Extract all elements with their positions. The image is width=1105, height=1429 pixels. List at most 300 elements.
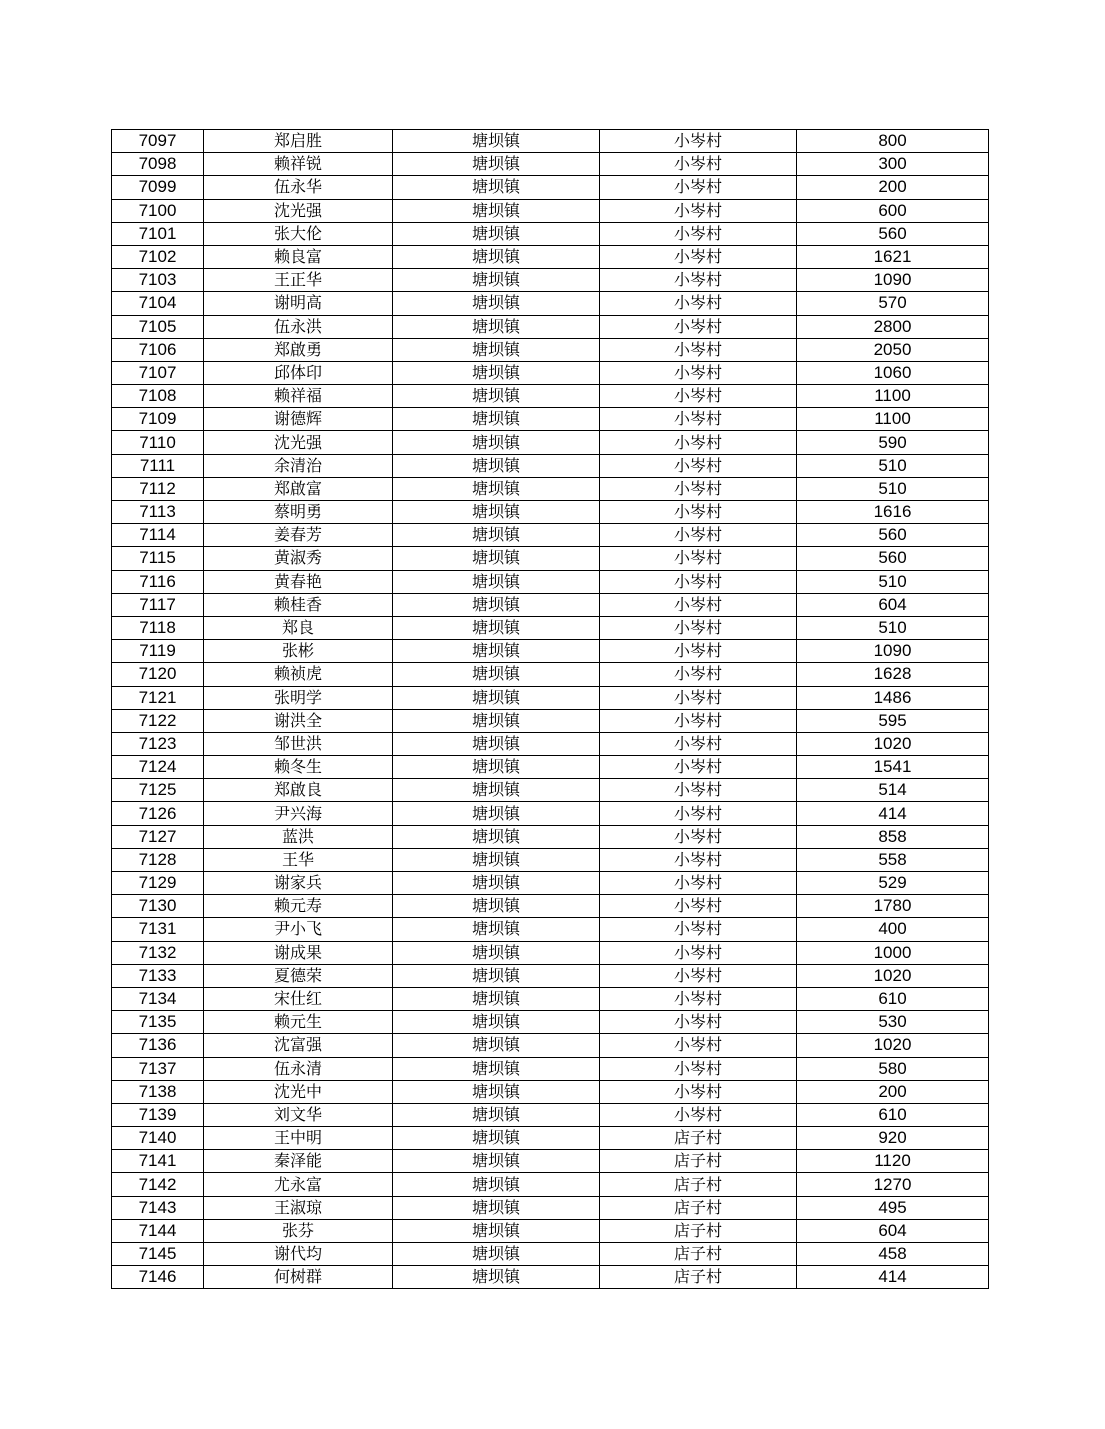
amount-cell: 510 [797,616,989,639]
name-cell: 尹小飞 [204,918,393,941]
village-cell: 小岑村 [600,872,797,895]
table-row [112,1034,989,1057]
serial-number-cell: 7138 [112,1080,204,1103]
table-row [112,338,989,361]
village-cell: 小岑村 [600,593,797,616]
town-cell: 塘坝镇 [393,663,600,686]
name-cell: 张大伦 [204,222,393,245]
amount-cell: 530 [797,1011,989,1034]
serial-number-cell: 7099 [112,176,204,199]
table-row [112,593,989,616]
serial-number-cell: 7143 [112,1196,204,1219]
serial-number-cell: 7141 [112,1150,204,1173]
town-cell: 塘坝镇 [393,153,600,176]
amount-cell: 1486 [797,686,989,709]
village-cell: 小岑村 [600,269,797,292]
name-cell: 王正华 [204,269,393,292]
town-cell: 塘坝镇 [393,1034,600,1057]
village-cell: 小岑村 [600,338,797,361]
serial-number-cell: 7139 [112,1103,204,1126]
name-cell: 郑啟勇 [204,338,393,361]
serial-number-cell: 7107 [112,361,204,384]
table-row [112,176,989,199]
table-row [112,1127,989,1150]
serial-number-cell: 7145 [112,1243,204,1266]
amount-cell: 200 [797,1080,989,1103]
amount-cell: 529 [797,872,989,895]
table-row [112,1219,989,1242]
serial-number-cell: 7110 [112,431,204,454]
name-cell: 宋仕红 [204,987,393,1010]
village-cell: 小岑村 [600,361,797,384]
town-cell: 塘坝镇 [393,640,600,663]
town-cell: 塘坝镇 [393,918,600,941]
town-cell: 塘坝镇 [393,338,600,361]
village-cell: 小岑村 [600,663,797,686]
amount-cell: 510 [797,454,989,477]
village-cell: 小岑村 [600,454,797,477]
serial-number-cell: 7133 [112,964,204,987]
village-cell: 店子村 [600,1243,797,1266]
serial-number-cell: 7113 [112,501,204,524]
name-cell: 伍永洪 [204,315,393,338]
town-cell: 塘坝镇 [393,802,600,825]
name-cell: 王中明 [204,1127,393,1150]
town-cell: 塘坝镇 [393,222,600,245]
amount-cell: 458 [797,1243,989,1266]
serial-number-cell: 7126 [112,802,204,825]
table-row [112,709,989,732]
town-cell: 塘坝镇 [393,941,600,964]
serial-number-cell: 7104 [112,292,204,315]
town-cell: 塘坝镇 [393,199,600,222]
name-cell: 谢成果 [204,941,393,964]
table-row [112,570,989,593]
serial-number-cell: 7132 [112,941,204,964]
serial-number-cell: 7137 [112,1057,204,1080]
village-cell: 店子村 [600,1266,797,1289]
village-cell: 店子村 [600,1196,797,1219]
serial-number-cell: 7100 [112,199,204,222]
village-cell: 小岑村 [600,941,797,964]
table-row [112,1196,989,1219]
amount-cell: 200 [797,176,989,199]
table-row [112,431,989,454]
town-cell: 塘坝镇 [393,130,600,153]
name-cell: 蓝洪 [204,825,393,848]
village-cell: 小岑村 [600,1034,797,1057]
name-cell: 郑啟富 [204,477,393,500]
town-cell: 塘坝镇 [393,593,600,616]
name-cell: 郑啟良 [204,779,393,802]
town-cell: 塘坝镇 [393,524,600,547]
village-cell: 小岑村 [600,408,797,431]
serial-number-cell: 7108 [112,385,204,408]
name-cell: 谢明高 [204,292,393,315]
table-row [112,130,989,153]
amount-cell: 604 [797,1219,989,1242]
name-cell: 谢洪全 [204,709,393,732]
amount-cell: 610 [797,987,989,1010]
amount-cell: 1060 [797,361,989,384]
amount-cell: 510 [797,570,989,593]
amount-cell: 590 [797,431,989,454]
amount-cell: 570 [797,292,989,315]
name-cell: 伍永清 [204,1057,393,1080]
name-cell: 谢德辉 [204,408,393,431]
village-cell: 小岑村 [600,756,797,779]
table-row [112,222,989,245]
amount-cell: 1270 [797,1173,989,1196]
table-row [112,1243,989,1266]
town-cell: 塘坝镇 [393,315,600,338]
name-cell: 谢代均 [204,1243,393,1266]
name-cell: 蔡明勇 [204,501,393,524]
table-row [112,987,989,1010]
serial-number-cell: 7109 [112,408,204,431]
name-cell: 余清治 [204,454,393,477]
table-row [112,454,989,477]
name-cell: 秦泽能 [204,1150,393,1173]
table-row [112,1011,989,1034]
amount-cell: 600 [797,199,989,222]
village-cell: 小岑村 [600,570,797,593]
table-row [112,547,989,570]
town-cell: 塘坝镇 [393,1266,600,1289]
village-cell: 小岑村 [600,477,797,500]
serial-number-cell: 7124 [112,756,204,779]
amount-cell: 920 [797,1127,989,1150]
serial-number-cell: 7112 [112,477,204,500]
town-cell: 塘坝镇 [393,547,600,570]
table-row [112,895,989,918]
town-cell: 塘坝镇 [393,895,600,918]
village-cell: 小岑村 [600,385,797,408]
town-cell: 塘坝镇 [393,872,600,895]
name-cell: 赖祥福 [204,385,393,408]
table-row [112,872,989,895]
amount-cell: 580 [797,1057,989,1080]
village-cell: 小岑村 [600,802,797,825]
town-cell: 塘坝镇 [393,756,600,779]
village-cell: 小岑村 [600,431,797,454]
serial-number-cell: 7127 [112,825,204,848]
serial-number-cell: 7136 [112,1034,204,1057]
amount-cell: 1616 [797,501,989,524]
amount-cell: 414 [797,1266,989,1289]
amount-cell: 558 [797,848,989,871]
table-row [112,663,989,686]
amount-cell: 495 [797,1196,989,1219]
serial-number-cell: 7130 [112,895,204,918]
table-row [112,1150,989,1173]
village-cell: 小岑村 [600,501,797,524]
town-cell: 塘坝镇 [393,385,600,408]
town-cell: 塘坝镇 [393,1127,600,1150]
town-cell: 塘坝镇 [393,1057,600,1080]
village-cell: 小岑村 [600,153,797,176]
table-row [112,640,989,663]
town-cell: 塘坝镇 [393,848,600,871]
village-cell: 小岑村 [600,222,797,245]
amount-cell: 1780 [797,895,989,918]
serial-number-cell: 7122 [112,709,204,732]
amount-cell: 560 [797,547,989,570]
amount-cell: 1120 [797,1150,989,1173]
name-cell: 郑启胜 [204,130,393,153]
name-cell: 何树群 [204,1266,393,1289]
town-cell: 塘坝镇 [393,477,600,500]
amount-cell: 604 [797,593,989,616]
serial-number-cell: 7106 [112,338,204,361]
town-cell: 塘坝镇 [393,245,600,268]
town-cell: 塘坝镇 [393,1080,600,1103]
roster-table [111,129,989,1289]
town-cell: 塘坝镇 [393,176,600,199]
serial-number-cell: 7142 [112,1173,204,1196]
amount-cell: 560 [797,222,989,245]
amount-cell: 1090 [797,269,989,292]
table-row [112,964,989,987]
serial-number-cell: 7135 [112,1011,204,1034]
table-row [112,1173,989,1196]
table-row [112,1103,989,1126]
village-cell: 小岑村 [600,779,797,802]
serial-number-cell: 7144 [112,1219,204,1242]
village-cell: 小岑村 [600,686,797,709]
name-cell: 邱体印 [204,361,393,384]
village-cell: 小岑村 [600,130,797,153]
serial-number-cell: 7105 [112,315,204,338]
serial-number-cell: 7098 [112,153,204,176]
name-cell: 邹世洪 [204,732,393,755]
name-cell: 赖祯虎 [204,663,393,686]
name-cell: 黄春艳 [204,570,393,593]
town-cell: 塘坝镇 [393,454,600,477]
amount-cell: 595 [797,709,989,732]
town-cell: 塘坝镇 [393,1196,600,1219]
village-cell: 小岑村 [600,732,797,755]
name-cell: 伍永华 [204,176,393,199]
amount-cell: 514 [797,779,989,802]
town-cell: 塘坝镇 [393,1219,600,1242]
village-cell: 店子村 [600,1127,797,1150]
table-row [112,848,989,871]
village-cell: 店子村 [600,1219,797,1242]
name-cell: 张彬 [204,640,393,663]
name-cell: 赖元寿 [204,895,393,918]
table-row [112,315,989,338]
town-cell: 塘坝镇 [393,292,600,315]
name-cell: 赖冬生 [204,756,393,779]
amount-cell: 800 [797,130,989,153]
serial-number-cell: 7129 [112,872,204,895]
town-cell: 塘坝镇 [393,709,600,732]
name-cell: 赖桂香 [204,593,393,616]
amount-cell: 510 [797,477,989,500]
table-row [112,779,989,802]
amount-cell: 1000 [797,941,989,964]
town-cell: 塘坝镇 [393,1173,600,1196]
table-row [112,802,989,825]
table-row [112,269,989,292]
village-cell: 小岑村 [600,524,797,547]
table-row [112,501,989,524]
serial-number-cell: 7115 [112,547,204,570]
amount-cell: 1090 [797,640,989,663]
serial-number-cell: 7128 [112,848,204,871]
village-cell: 小岑村 [600,640,797,663]
table-row [112,408,989,431]
serial-number-cell: 7125 [112,779,204,802]
table-row [112,1266,989,1289]
village-cell: 小岑村 [600,616,797,639]
serial-number-cell: 7131 [112,918,204,941]
serial-number-cell: 7103 [112,269,204,292]
serial-number-cell: 7146 [112,1266,204,1289]
table-row [112,756,989,779]
village-cell: 小岑村 [600,987,797,1010]
serial-number-cell: 7123 [112,732,204,755]
village-cell: 小岑村 [600,1103,797,1126]
town-cell: 塘坝镇 [393,686,600,709]
name-cell: 沈光强 [204,199,393,222]
amount-cell: 560 [797,524,989,547]
table-row [112,292,989,315]
name-cell: 沈富强 [204,1034,393,1057]
table-row [112,477,989,500]
serial-number-cell: 7119 [112,640,204,663]
town-cell: 塘坝镇 [393,1103,600,1126]
serial-number-cell: 7140 [112,1127,204,1150]
table-row [112,1080,989,1103]
village-cell: 小岑村 [600,199,797,222]
table-row [112,825,989,848]
amount-cell: 1621 [797,245,989,268]
village-cell: 小岑村 [600,918,797,941]
table-row [112,1057,989,1080]
table-row [112,245,989,268]
serial-number-cell: 7114 [112,524,204,547]
amount-cell: 1628 [797,663,989,686]
town-cell: 塘坝镇 [393,361,600,384]
village-cell: 店子村 [600,1173,797,1196]
village-cell: 小岑村 [600,1080,797,1103]
serial-number-cell: 7097 [112,130,204,153]
village-cell: 小岑村 [600,245,797,268]
village-cell: 小岑村 [600,547,797,570]
amount-cell: 1100 [797,385,989,408]
village-cell: 小岑村 [600,825,797,848]
name-cell: 沈光强 [204,431,393,454]
village-cell: 小岑村 [600,315,797,338]
name-cell: 赖良富 [204,245,393,268]
name-cell: 王华 [204,848,393,871]
serial-number-cell: 7134 [112,987,204,1010]
village-cell: 小岑村 [600,964,797,987]
amount-cell: 300 [797,153,989,176]
serial-number-cell: 7102 [112,245,204,268]
serial-number-cell: 7121 [112,686,204,709]
table-row [112,524,989,547]
table-row [112,385,989,408]
name-cell: 郑良 [204,616,393,639]
name-cell: 沈光中 [204,1080,393,1103]
serial-number-cell: 7118 [112,616,204,639]
town-cell: 塘坝镇 [393,570,600,593]
table-row [112,732,989,755]
roster-table-body [112,130,989,1289]
town-cell: 塘坝镇 [393,1243,600,1266]
serial-number-cell: 7111 [112,454,204,477]
name-cell: 姜春芳 [204,524,393,547]
table-row [112,941,989,964]
town-cell: 塘坝镇 [393,1011,600,1034]
amount-cell: 1541 [797,756,989,779]
town-cell: 塘坝镇 [393,732,600,755]
table-row [112,199,989,222]
village-cell: 小岑村 [600,1011,797,1034]
name-cell: 赖祥锐 [204,153,393,176]
table-row [112,918,989,941]
amount-cell: 858 [797,825,989,848]
town-cell: 塘坝镇 [393,408,600,431]
amount-cell: 1020 [797,1034,989,1057]
town-cell: 塘坝镇 [393,1150,600,1173]
village-cell: 小岑村 [600,848,797,871]
name-cell: 张芬 [204,1219,393,1242]
name-cell: 赖元生 [204,1011,393,1034]
village-cell: 小岑村 [600,1057,797,1080]
town-cell: 塘坝镇 [393,779,600,802]
village-cell: 小岑村 [600,709,797,732]
name-cell: 谢家兵 [204,872,393,895]
town-cell: 塘坝镇 [393,964,600,987]
amount-cell: 2050 [797,338,989,361]
town-cell: 塘坝镇 [393,616,600,639]
name-cell: 尤永富 [204,1173,393,1196]
name-cell: 尹兴海 [204,802,393,825]
amount-cell: 1100 [797,408,989,431]
amount-cell: 2800 [797,315,989,338]
table-row [112,153,989,176]
amount-cell: 610 [797,1103,989,1126]
table-row [112,616,989,639]
amount-cell: 414 [797,802,989,825]
town-cell: 塘坝镇 [393,501,600,524]
serial-number-cell: 7101 [112,222,204,245]
serial-number-cell: 7117 [112,593,204,616]
serial-number-cell: 7116 [112,570,204,593]
village-cell: 小岑村 [600,176,797,199]
village-cell: 小岑村 [600,292,797,315]
amount-cell: 1020 [797,732,989,755]
town-cell: 塘坝镇 [393,987,600,1010]
town-cell: 塘坝镇 [393,825,600,848]
name-cell: 张明学 [204,686,393,709]
table-row [112,686,989,709]
town-cell: 塘坝镇 [393,431,600,454]
name-cell: 黄淑秀 [204,547,393,570]
amount-cell: 1020 [797,964,989,987]
town-cell: 塘坝镇 [393,269,600,292]
name-cell: 刘文华 [204,1103,393,1126]
name-cell: 王淑琼 [204,1196,393,1219]
table-row [112,361,989,384]
amount-cell: 400 [797,918,989,941]
name-cell: 夏德荣 [204,964,393,987]
village-cell: 小岑村 [600,895,797,918]
